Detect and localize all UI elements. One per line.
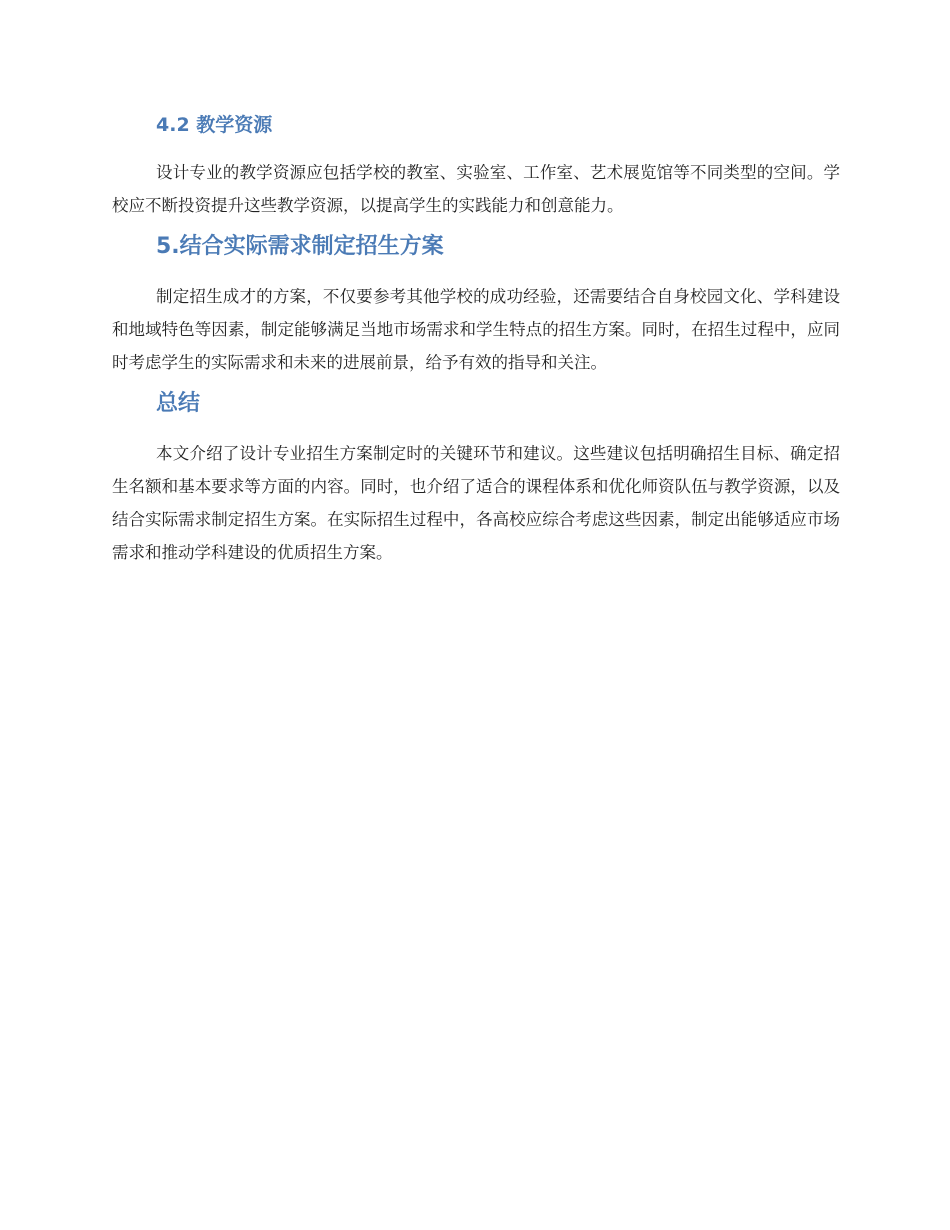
section-5-heading: 5.结合实际需求制定招生方案 bbox=[156, 234, 444, 259]
document-content bbox=[112, 108, 840, 577]
section-4-2-heading: 4.2 教学资源 bbox=[156, 114, 273, 136]
section-4-2-paragraph: 设计专业的教学资源应包括学校的教室、实验室、工作室、艺术展览馆等不同类型的空间。学校应不断投资提升这些教学资源，以提高学生的实践能力和创意能力。 bbox=[112, 163, 840, 215]
summary-heading: 总结 bbox=[156, 391, 201, 416]
summary-paragraph: 本文介绍了设计专业招生方案制定时的关键环节和建议。这些建议包括明确招生目标、确定招生名额和基本要求等方面的内容。同时，也介绍了适合的课程体系和优化师资队伍与教学资源，以及结合实际需求制定招生方案。在实际招生过程中，各高校应综合考虑这些因素，制定出能够适应市场需求和推动学科建设的优质招生方案。 bbox=[112, 444, 840, 562]
section-5-paragraph: 制定招生成才的方案，不仅要参考其他学校的成功经验，还需要结合自身校园文化、学科建设和地域特色等因素，制定能够满足当地市场需求和学生特点的招生方案。同时，在招生过程中，应同时考虑学生的实际需求和未来的进展前景，给予有效的指导和关注。 bbox=[112, 287, 840, 372]
